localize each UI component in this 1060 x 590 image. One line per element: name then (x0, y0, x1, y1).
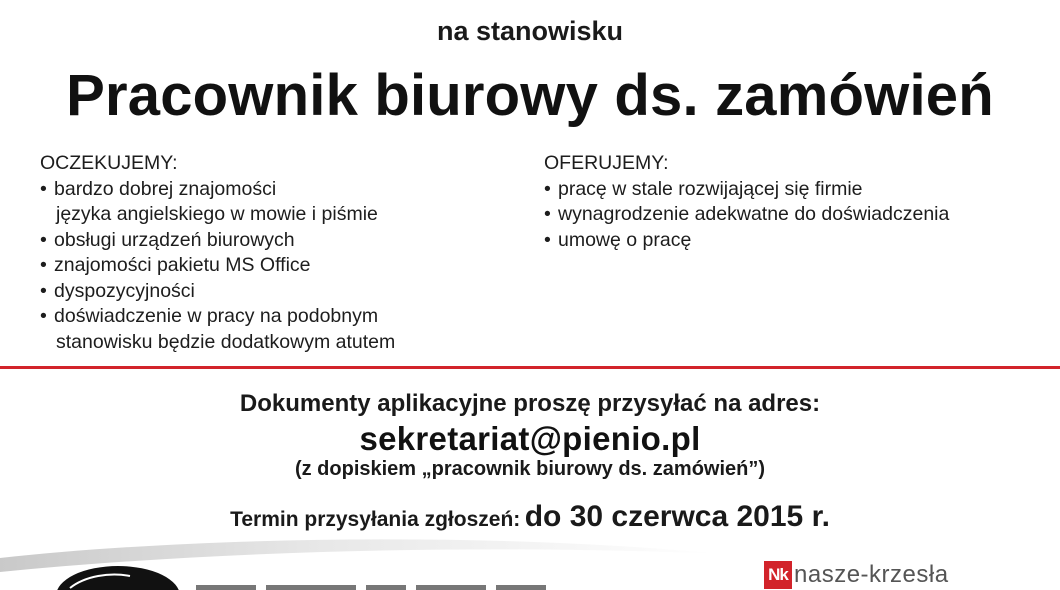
list-item: • umowę o pracę (544, 228, 1044, 254)
logo-text: nasze-krzesła (794, 561, 949, 588)
requirements-heading: OCZEKUJEMY: (40, 152, 178, 174)
list-item: • bardzo dobrej znajomości języka angielskiego w mowie i piśmie (40, 177, 510, 228)
logo-mark: Nk (764, 561, 792, 589)
company-logo (764, 560, 949, 590)
job-title: Pracownik biurowy ds. zamówień (66, 63, 994, 128)
list-item: • wynagrodzenie adekwatne do doświadczenia (544, 202, 1044, 228)
subject-note: (z dopiskiem „pracownik biurowy ds. zamówień”) (294, 458, 766, 480)
offer-list (544, 177, 1044, 254)
offer-column (544, 151, 1044, 253)
list-item: • doświadczenie w pracy na podobnym stanowisku będzie dodatkowym atutem (40, 304, 510, 355)
red-divider (0, 366, 1060, 369)
subtitle: na stanowisku (436, 16, 624, 46)
cropped-top-line (330, 0, 730, 4)
deadline-date: do 30 czerwca 2015 r. (524, 500, 830, 533)
apply-instructions: Dokumenty aplikacyjne proszę przysyłać na adres: (239, 390, 821, 417)
list-item: • znajomości pakietu MS Office (40, 253, 510, 279)
offer-heading: OFERUJEMY: (544, 152, 669, 174)
deadline-label: Termin przysyłania zgłoszeń: (230, 508, 521, 531)
list-item: • pracę w stale rozwijającej się firmie (544, 177, 1044, 203)
list-item: • obsługi urządzeń biurowych (40, 228, 510, 254)
requirements-column (40, 151, 510, 355)
contact-email[interactable]: sekretariat@pienio.pl (359, 420, 701, 457)
requirements-list (40, 177, 510, 356)
list-item: • dyspozycyjności (40, 279, 510, 305)
